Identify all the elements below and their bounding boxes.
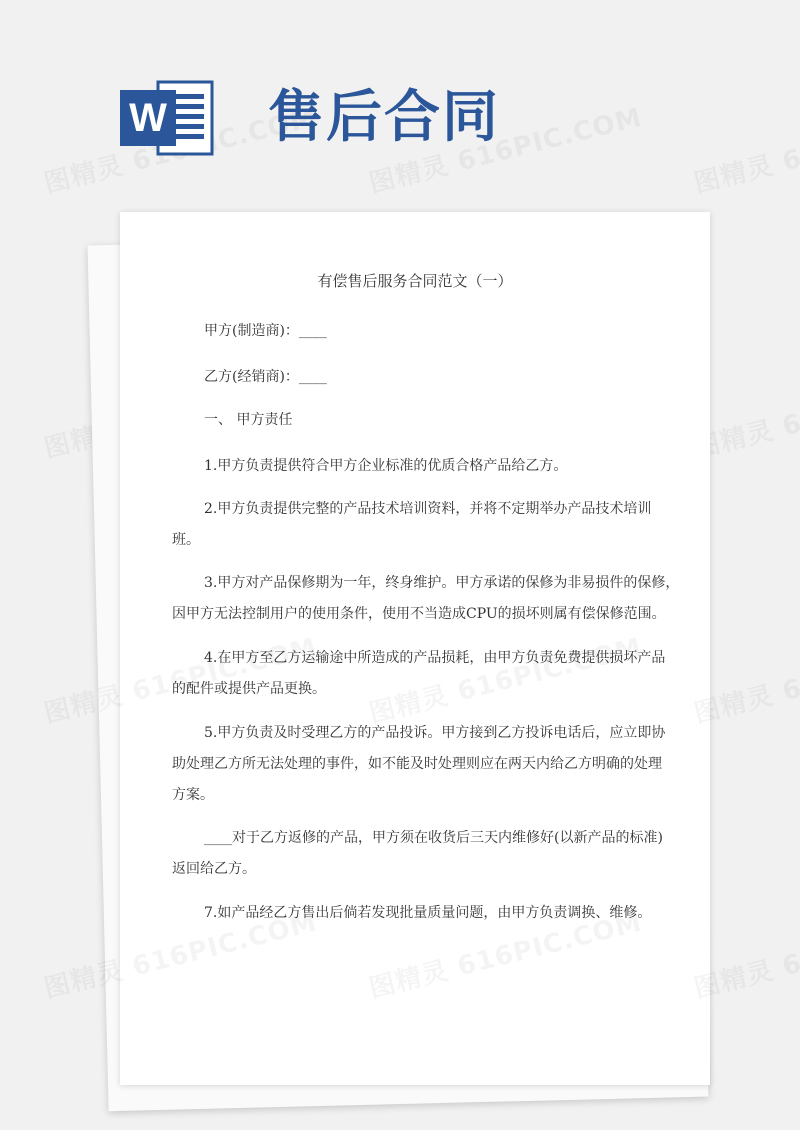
- party-b-line: 乙方(经销商)：____: [204, 369, 327, 385]
- svg-text:W: W: [129, 96, 167, 140]
- clause-line: 4.在甲方至乙方运输途中所造成的产品损耗，由甲方负责免费提供损坏产品: [204, 650, 666, 666]
- clause-line: 3.甲方对产品保修期为一年，终身维护。甲方承诺的保修为非易损件的保修，: [204, 575, 680, 591]
- clause-line: 5.甲方负责及时受理乙方的产品投诉。甲方接到乙方投诉电话后，应立即协: [204, 725, 666, 741]
- clause-line: 2.甲方负责提供完整的产品技术培训资料，并将不定期举办产品技术培训: [204, 501, 652, 517]
- word-document-icon: [120, 78, 216, 158]
- clause-line: 方案。: [172, 787, 214, 803]
- clause-line: 助处理乙方所无法处理的事件，如不能及时处理则应在两天内给乙方明确的处理: [172, 756, 662, 772]
- page-title: 售后合同: [268, 85, 500, 150]
- header: [120, 78, 720, 158]
- section-heading: 一、 甲方责任: [204, 412, 293, 428]
- clause-line: 1.甲方负责提供符合甲方企业标准的优质合格产品给乙方。: [204, 458, 568, 474]
- clause-line: 返回给乙方。: [172, 861, 256, 877]
- clause-line: ____对于乙方返修的产品，甲方须在收货后三天内维修好(以新产品的标准): [204, 830, 663, 846]
- document-title: 有偿售后服务合同范文（一）: [317, 272, 513, 290]
- clause-line: 班。: [172, 532, 200, 548]
- party-a-line: 甲方(制造商)：____: [204, 323, 327, 339]
- clause-line: 的配件或提供产品更换。: [172, 681, 326, 697]
- clause-line: 7.如产品经乙方售出后倘若发现批量质量问题，由甲方负责调换、维修。: [204, 905, 652, 921]
- clause-line: 因甲方无法控制用户的使用条件，使用不当造成CPU的损坏则属有偿保修范围。: [172, 606, 666, 622]
- document-page: [120, 212, 710, 1085]
